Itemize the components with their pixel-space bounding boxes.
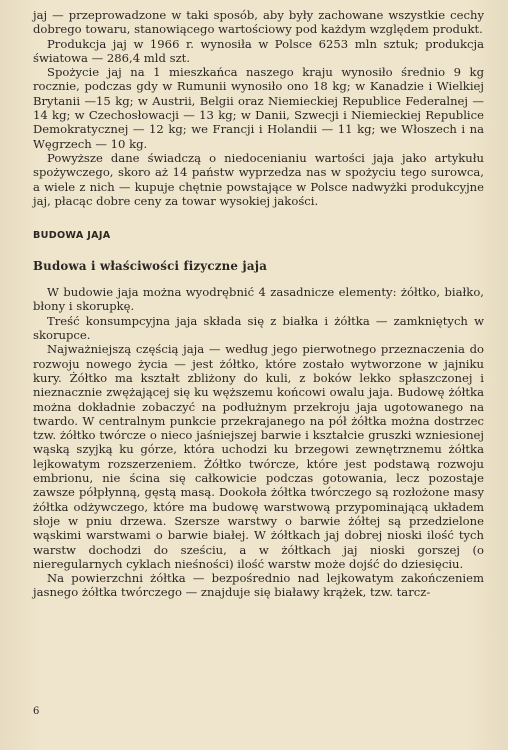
intro-paragraph-2: Produkcja jaj w 1966 r. wynosiła w Polsce 6253 mln sztuk; produkcja światowa — 286,4 mld szt. (33, 36, 484, 65)
page-number: 6 (33, 706, 40, 717)
intro-paragraph-1: jaj — przeprowadzone w taki sposób, aby były zachowane wszystkie cechy dobrego towaru, stanowiącego wartościowy pod każdym względem produkt. (33, 8, 484, 37)
subsection-heading: Budowa i właściwości fizyczne jaja (33, 259, 268, 274)
intro-paragraph-3: Spożycie jaj na 1 mieszkańca naszego kraju wynosiło średnio 9 kg rocznie, podczas gdy w Rumunii wynosiło ono 18 kg; w Kanadzie i Wielkiej Brytanii —15 kg; w Austrii, Belgii oraz Niemieckiej Republice Federalnej — 14 kg; w Czechosłowacji — 13 kg; w Danii, Szwecji i Niemieckiej Republice Demokratycznej — 12 kg; we Francji i Holandii — 11 kg; we Włoszech i na Węgrzech — 10 kg. (33, 65, 484, 151)
body-paragraph-1: W budowie jaja można wyodrębnić 4 zasadnicze elementy: żółtko, białko, błony i skorupkę. (33, 285, 484, 314)
body-paragraph-4: Na powierzchni żółtka — bezpośrednio nad lejkowatym zakończeniem jasnego żółtka twórczego — znajduje się białawy krążek, tzw. tarcz- (33, 571, 484, 600)
intro-paragraph-4: Powyższe dane świadczą o niedocenianiu wartości jaja jako artykułu spożywczego, skoro aż 14 państw wyprzedza nas w spożyciu tego surowca, a wiele z nich — kupuje chętnie powstające w Polsce nadwyżki produkcyjne jaj, płacąc dobre ceny za towar wysokiej jakości. (33, 150, 484, 208)
section-heading: BUDOWA JAJA (33, 230, 111, 242)
body-paragraph-2: Treść konsumpcyjna jaja składa się z białka i żółtka — zamkniętych w skorupce. (33, 313, 484, 343)
body-paragraph-3: Najważniejszą częścią jaja — według jego pierwotnego przeznaczenia do rozwoju nowego życia — jest żółtko, które zostało wytworzone w jajniku kury. Żółtko ma kształt zbliżony do kuli, z boków lekko spłaszczonej i nieznacznie zwężającej się ku węższemu końcowi owalu jaja. Budowę żółtka można dokładnie zobaczyć na podłużnym przekroju jaja ugotowanego na twardo. W centralnym punkcie przekrajanego na pół żółtka można dostrzec tzw. żółtko twórcze o nieco jaśniejszej barwie i kształcie gruszki wzniesionej wąską szyjką ku górze, która uchodzi ku brzegowi zewnętrznemu żółtka lejkowatym rozszerzeniem. Żółtko twórcze, które jest podstawą rozwoju embrionu, nie ścina się całkowicie podczas gotowania, lecz pozostaje zawsze półpłynną, gęstą masą. Dookoła żółtka twórczego są rozłożone masy żółtka odżywczego, które ma budowę warstwową przypominającą układem słoje w pniu drzewa. Szersze warstwy o barwie żółtej są przedzielone wąskimi warstwami o barwie białej. W żółtkach jaj dobrej nioski ilość tych warstw dochodzi do sześciu, a w żółtkach jaj nioski gorszej (o nieregularnych cyklach nieśności) ilość warstw może dojść do dziesięciu. (33, 342, 484, 571)
